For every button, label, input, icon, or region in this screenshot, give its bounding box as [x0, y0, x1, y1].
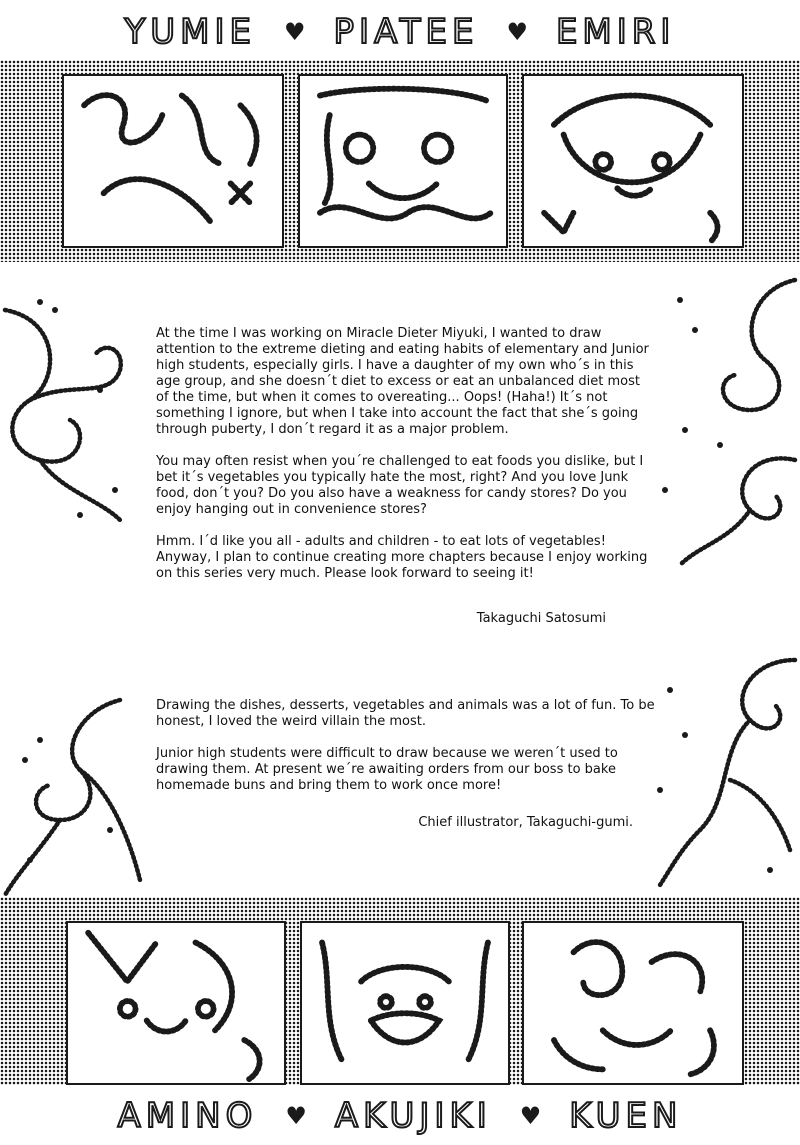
author-paragraph: Hmm. I´d like you all - adults and children - to eat lots of vegetables! Anyway, I plan to continue creating more chapters because I enjoy working on this series very much. Please look forward to seeing it!: [156, 534, 648, 581]
character-illustration: [300, 76, 506, 246]
character-name: YUMIE: [124, 12, 257, 52]
illustrator-paragraph: Junior high students were difficult to draw because we weren´t used to drawing them. At present we´re awaiting orders from our boss to bake homemade buns and bring them to work once more!: [156, 746, 618, 793]
character-illustration: [68, 923, 284, 1083]
author-paragraph: You may often resist when you´re challenged to eat foods you dislike, but I bet it´s vegetables you typically hate the most, right? And you love Junk food, don´t you? Do you also have a weakness for candy stores? Do you enjoy hanging out in convenience stores?: [156, 454, 644, 517]
character-portrait-amino: [66, 921, 286, 1085]
heart-icon: ♥: [284, 18, 306, 46]
character-name: KUEN: [569, 1096, 683, 1136]
character-portrait-emiri: [522, 74, 744, 248]
character-illustration: [64, 76, 282, 246]
character-name: PIATEE: [333, 12, 479, 52]
character-portrait-akujiki: [300, 921, 510, 1085]
character-portrait-yumie: [62, 74, 284, 248]
swirl-ornament-right-top: [640, 270, 800, 570]
heart-icon: ♥: [506, 18, 528, 46]
character-portrait-kuen: [522, 921, 744, 1085]
footer-character-names: [0, 1090, 800, 1142]
author-note: [156, 326, 656, 598]
illustrator-paragraph: Drawing the dishes, desserts, vegetables and animals was a lot of fun. To be honest, I loved the weird villain the most.: [156, 698, 655, 729]
heart-icon: ♥: [285, 1102, 307, 1130]
header-character-names: [0, 6, 800, 58]
character-name: AMINO: [117, 1096, 258, 1136]
top-illustration-band: [0, 60, 800, 262]
author-paragraph: At the time I was working on Miracle Dieter Miyuki, I wanted to draw attention to the extreme dieting and eating habits of elementary and Junior high students, especially girls. I have a daughter of my own who´s in this age group, and she doesn´t diet to excess or eat an unbalanced diet most of the time, but when it comes to overeating... Oops! (Haha!) It´s not something I ignore, but when I take into account the fact that she´s going through puberty, I don´t regard it as a major problem.: [156, 326, 649, 437]
swirl-ornament-right-bottom: [640, 650, 800, 890]
character-illustration: [524, 76, 742, 246]
character-name: EMIRI: [555, 12, 676, 52]
author-signature: Takaguchi Satosumi: [476, 611, 606, 626]
character-illustration: [302, 923, 508, 1083]
swirl-ornament-left-bottom: [0, 690, 150, 900]
illustrator-note: [156, 698, 656, 810]
swirl-ornament-left-top: [0, 290, 150, 530]
character-name: AKUJIKI: [334, 1096, 492, 1136]
bottom-illustration-band: [0, 897, 800, 1085]
illustrator-signature: Chief illustrator, Takaguchi-gumi.: [418, 815, 633, 830]
heart-icon: ♥: [519, 1102, 542, 1130]
character-portrait-piatee: [298, 74, 508, 248]
character-illustration: [524, 923, 742, 1083]
